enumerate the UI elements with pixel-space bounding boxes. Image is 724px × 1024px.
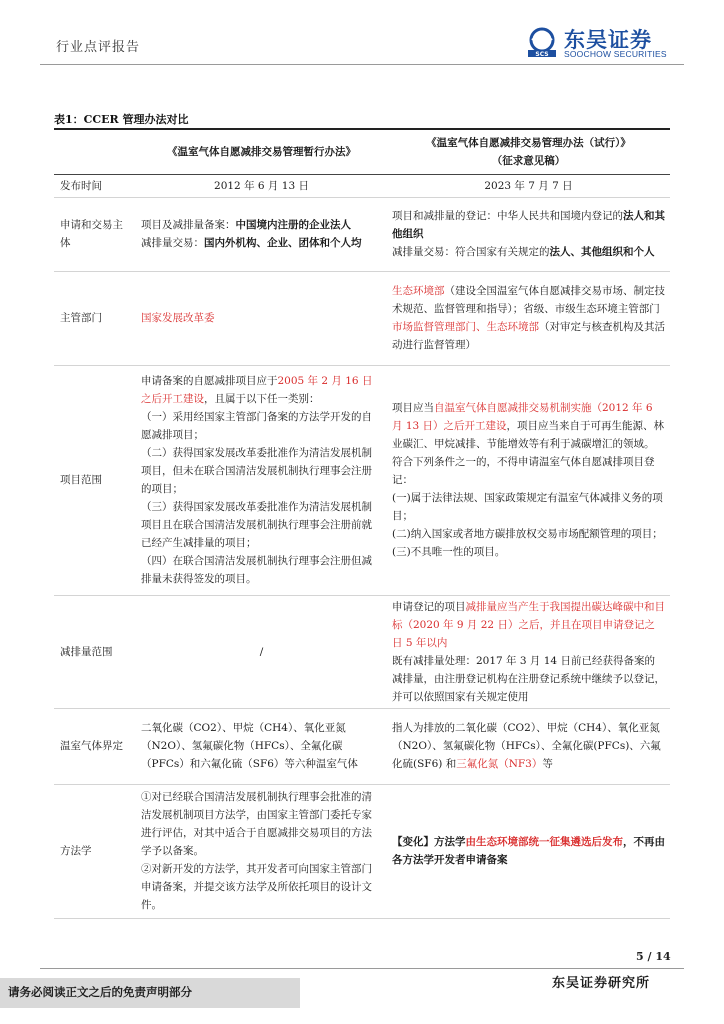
old-reduction: / [136,595,387,708]
old-subject-p1: 项目及减排量备案：中国境内注册的企业法人 [141,219,351,231]
row-methodology [54,784,670,918]
row-label: 主管部门 [54,271,136,365]
header-new-measures [387,131,670,174]
logo-chinese-name: 东吴证券 [564,28,652,52]
old-subject-p2: 减排量交易：国内外机构、企业、团体和个人均 [141,237,362,250]
ccer-comparison-table [54,131,670,919]
old-department: 国家发展改革委 [136,271,387,365]
header-new-title: 《温室气体自愿减排交易管理办法（试行）》 [426,137,631,150]
old-date: 2012 年 6 月 13 日 [136,174,387,197]
new-reduction [387,595,670,708]
old-subject [136,197,387,271]
new-reduction-p2: 既有减排量处理：2017 年 3 月 14 日前已经获得备案的减排量，由注册登记机构在注册登记系统中继续予以登记，并可以依照国家有关规定使用 [392,654,665,703]
row-publish-date [54,174,670,197]
header-old-measures: 《温室气体自愿减排交易管理暂行办法》 [136,131,387,174]
new-subject-p2: 减排量交易：符合国家有关规定的法人、其他组织和个人 [392,246,655,259]
logo-mark-text: SCS [535,51,549,58]
new-department [387,271,670,365]
new-date: 2023 年 7 月 7 日 [387,174,670,197]
new-department-p1: 生态环境部（建设全国温室气体自愿减排交易市场、制定技术规范、监督管理和指导）；省级、市级生态环境主管部门 [392,284,665,315]
old-scope-item: （三）获得国家发展改革委批准作为清洁发展机制项目且在联合国清洁发展机制执行理事会注册前就已经产生减排量的项目； [141,501,372,550]
new-scope-item: (一)属于法律法规、国家政策规定有温室气体减排义务的项目； [392,492,663,523]
new-scope-intro: 项目应当自温室气体自愿减排交易机制实施（2012 年 6 月 13 日）之后开工建设，项目应当来自于可再生能源、林业碳汇、甲烷减排、节能增效等有利于减碳增汇的领域。 [392,401,665,450]
footer-organization: 东吴证券研究所 [552,976,651,991]
page-number: 5 / 14 [636,950,671,963]
table-header-row [54,131,670,174]
new-scope-item: (三)不具唯一性的项目。 [392,546,506,559]
header-divider [40,64,684,65]
row-department [54,271,670,365]
row-subject [54,197,670,271]
logo-english-name: SOOCHOW SECURITIES [564,49,667,59]
table-top-rule [54,128,670,130]
old-scope-intro: 申请备案的自愿减排项目应于2005 年 2 月 16 日之后开工建设，且属于以下任一类别： [141,374,373,405]
row-label: 温室气体界定 [54,708,136,784]
header-blank-cell [54,131,136,174]
row-project-scope [54,365,670,595]
new-subject-p1: 项目和减排量的登记：中华人民共和国境内登记的法人和其他组织 [392,209,665,241]
new-reduction-p1: 申请登记的项目减排量应当产生于我国提出碳达峰碳中和目标（2020 年 9 月 22 日）之后，并且在项目申请登记之日 5 年以内 [392,600,665,649]
logo-mark-icon [526,26,558,58]
old-gases: 二氧化碳（CO2）、甲烷（CH4）、氧化亚氮（N2O）、氢氟碳化物（HFCs）、全氟化碳（PFCs）和六氟化硫（SF6）等六种温室气体 [136,708,387,784]
old-methodology [136,784,387,918]
row-label: 申请和交易主体 [54,197,136,271]
row-label: 方法学 [54,784,136,918]
new-gases: 指人为排放的二氧化碳（CO2）、甲烷（CH4）、氧化亚氮（N2O）、氢氟碳化物（HFCs）、全氟化碳(PFCs)、六氟化硫(SF6) 和三氟化氮（NF3）等 [387,708,670,784]
company-logo [526,26,676,62]
new-scope [387,365,670,595]
old-scope-item: （一）采用经国家主管部门备案的方法学开发的自愿减排项目； [141,410,372,441]
old-scope-item: （四）在联合国清洁发展机制执行理事会注册但减排量未获得签发的项目。 [141,555,372,586]
old-scope [136,365,387,595]
row-label: 减排量范围 [54,595,136,708]
new-scope-condition: 符合下列条件之一的，不得申请温室气体自愿减排项目登记： [392,455,655,487]
new-department-p2: 市场监督管理部门、生态环境部（对审定与核查机构及其活动进行监督管理） [392,321,665,352]
old-scope-item: （二）获得国家发展改革委批准作为清洁发展机制项目，但未在联合国清洁发展机制执行理事会注册的项目； [141,446,372,496]
table-caption: 表1：CCER 管理办法对比 [54,113,189,126]
report-category: 行业点评报告 [56,40,141,55]
new-methodology: 【变化】方法学由生态环境部统一征集遴选后发布，不再由各方法学开发者申请备案 [387,784,670,918]
row-gases [54,708,670,784]
header-new-subtitle: （征求意见稿） [491,155,566,168]
row-reduction-scope [54,595,670,708]
old-methodology-item: ②对新开发的方法学，其开发者可向国家主管部门申请备案，并提交该方法学及所依托项目的设计文件。 [141,863,372,912]
footer-disclaimer: 请务必阅读正文之后的免责声明部分 [8,985,192,999]
row-label: 发布时间 [54,174,136,197]
new-scope-item: (二)纳入国家或者地方碳排放权交易市场配额管理的项目； [392,528,663,541]
old-methodology-item: ①对已经联合国清洁发展机制执行理事会批准的清洁发展机制项目方法学，由国家主管部门委托专家进行评估，对其中适合于自愿减排交易项目的方法学予以备案。 [141,791,372,858]
page-header [0,0,724,70]
footer-divider [40,968,684,969]
row-label: 项目范围 [54,365,136,595]
new-subject [387,197,670,271]
